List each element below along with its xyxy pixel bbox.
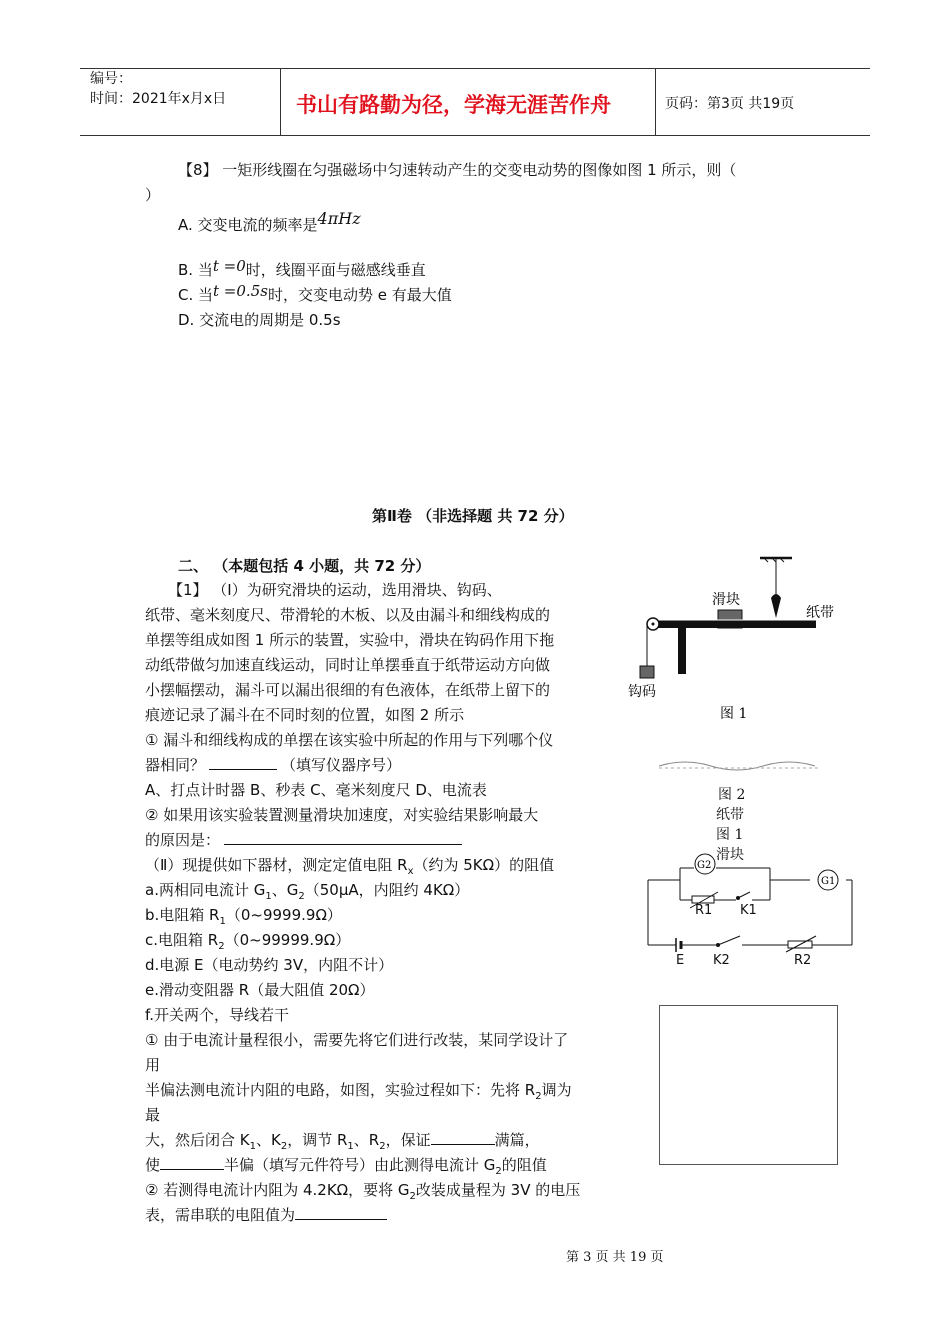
tape-label: 纸带	[806, 605, 834, 621]
hook-weight	[640, 666, 654, 678]
answer-box[interactable]	[659, 1005, 838, 1165]
q8-option-c-pre: C. 当	[178, 286, 214, 304]
q1-item-c-text: c.电阻箱 R	[145, 931, 219, 949]
q1-step1-line5-f: 满篇，	[494, 1131, 540, 1149]
part2-section: 二、 （本题包括 4 小题，共 72 分）	[178, 557, 431, 575]
fig2-caption: 图 2	[718, 787, 746, 803]
q8-option-c-formula: t =0.5s	[213, 282, 268, 300]
q8-stem-end: ）	[145, 186, 161, 204]
q1-item-c-sub: 2	[218, 941, 225, 952]
q1-item-e: e.滑动变阻器 R（最大阻值 20Ω）	[145, 981, 375, 999]
q1-blank-fullscale[interactable]	[431, 1129, 495, 1145]
q1-item-f: f.开关两个，导线若干	[145, 1006, 289, 1024]
q1-step1-line5-e: ，保证	[385, 1131, 431, 1149]
header-top-rule	[80, 68, 870, 69]
q1-item-c-post: （0~99999.9Ω）	[224, 931, 351, 949]
q1-step1-line5-c: ，调节 R	[287, 1131, 348, 1149]
q8-option-b	[178, 258, 426, 283]
q1-blank-instrument[interactable]	[209, 754, 277, 770]
header-page: 页码：第3页 共19页	[665, 96, 795, 112]
header-number: 编号：	[90, 71, 132, 87]
q1-item-b-post: （0~9999.9Ω）	[225, 906, 342, 924]
q1-step1-line5	[145, 1128, 540, 1153]
q1-step2-line2	[145, 1203, 387, 1228]
q1-step1-line5-s3: 1	[347, 1141, 354, 1152]
q1-line4: 动纸带做匀加速直线运动，同时让单摆垂直于纸带运动方向做	[145, 656, 551, 674]
q1-part2-intro-post: （约为 5KΩ）的阻值	[413, 856, 555, 874]
q1-line2: 纸带、毫米刻度尺、带滑轮的木板、以及由漏斗和细线构成的	[145, 606, 551, 624]
page-footer: 第 3 页 共 19 页	[566, 1250, 664, 1265]
funnel	[771, 594, 781, 618]
q1-step1-line5-s1: 1	[249, 1141, 256, 1152]
q1-item-a-mid: 、G	[271, 881, 299, 899]
q1-item-a-sub2: 2	[298, 891, 305, 902]
fig2-fig1-label: 图 1	[716, 827, 744, 843]
q8-option-b-formula: t =0	[212, 257, 246, 275]
q1-step2-line1-post: 改装成量程为 3V 的电压	[415, 1181, 581, 1199]
q1-line1: 【1】 （Ⅰ）为研究滑块的运动，选用滑块、钩码、	[168, 581, 502, 599]
q1-line11-text: 的原因是：	[145, 831, 221, 849]
q1-item-d: d.电源 E（电动势约 3V，内阻不计）	[145, 956, 394, 974]
q1-step1-line4: 最	[145, 1106, 161, 1124]
q1-item-a-text: a.两相同电流计 G	[145, 881, 266, 899]
q1-line10: ② 如果用该实验装置测量滑块加速度，对实验结果影响最大	[145, 806, 539, 824]
r2-label: R2	[794, 953, 812, 968]
q1-part2-intro	[145, 853, 554, 878]
r1-label: R1	[695, 903, 713, 918]
q1-line6: 痕迹记录了漏斗在不同时刻的位置，如图 2 所示	[145, 706, 465, 724]
q1-step1-line5-d: 、R	[353, 1131, 380, 1149]
q1-step1-line6-sub: 2	[495, 1166, 502, 1177]
q1-step1-line3-post: 调为	[541, 1081, 572, 1099]
q1-step2-line2-text: 表，需串联的电阻值为	[145, 1206, 296, 1224]
q1-part2-intro-sub: x	[407, 866, 414, 877]
header-divider-right	[655, 68, 656, 136]
fig1-caption: 图 1	[720, 706, 748, 722]
header-time: 时间：2021年x月x日	[90, 91, 227, 107]
q1-blank-halfscale[interactable]	[160, 1154, 224, 1170]
e-label: E	[676, 953, 685, 968]
q1-step1-line3	[145, 1078, 572, 1103]
q1-choices: A、打点计时器 B、秒表 C、毫米刻度尺 D、电流表	[145, 781, 487, 799]
tape-trace-figure	[655, 752, 825, 782]
apparatus-figure	[620, 548, 850, 728]
q1-step1-line5-a: 大，然后闭合 K	[145, 1131, 250, 1149]
weight-label: 钩码	[628, 684, 656, 700]
fig2-tape-label: 纸带	[716, 807, 744, 823]
q1-step1-line1: ① 由于电流计量程很小，需要先将它们进行改装，某同学设计了	[145, 1031, 569, 1049]
q1-line7: ① 漏斗和细线构成的单摆在该实验中所起的作用与下列哪个仪	[145, 731, 554, 749]
q8-option-a	[178, 209, 361, 238]
q1-step1-line6	[145, 1153, 547, 1178]
q1-line8-hint: （填写仪器序号）	[281, 756, 402, 774]
header-bottom-rule	[80, 135, 870, 136]
slider-label: 滑块	[712, 592, 740, 608]
q1-line3: 单摆等组成如图 1 所示的装置，实验中，滑块在钩码作用下拖	[145, 631, 555, 649]
q1-part2-intro-text: （Ⅱ）现提供如下器材，测定定值电阻 R	[145, 856, 408, 874]
g2-label: G2	[697, 860, 712, 871]
q1-item-b-sub: 1	[219, 916, 226, 927]
q1-blank-resistance[interactable]	[295, 1204, 387, 1220]
header-motto: 书山有路勤为径，学海无涯苦作舟	[296, 92, 611, 117]
q1-item-b-text: b.电阻箱 R	[145, 906, 220, 924]
k2-label: K2	[713, 953, 730, 968]
q1-item-c	[145, 928, 350, 953]
g1-label: G1	[821, 876, 836, 887]
q1-step1-line2: 用	[145, 1056, 161, 1074]
board-leg	[678, 628, 686, 674]
fig2-slider-label: 滑块	[716, 847, 744, 863]
q8-option-b-pre: B. 当	[178, 261, 213, 279]
header-divider-left	[280, 68, 281, 136]
part2-title: 第Ⅱ卷 （非选择题 共 72 分）	[372, 507, 574, 525]
board	[656, 620, 816, 628]
q1-step1-line3-sub: 2	[535, 1091, 542, 1102]
q1-step2-line1	[145, 1178, 580, 1203]
q1-step1-line6-a: 使	[145, 1156, 161, 1174]
q1-blank-reason[interactable]	[224, 829, 462, 845]
q1-step1-line5-s2: 2	[280, 1141, 288, 1152]
q1-item-a-post: （50μA，内阻约 4KΩ）	[304, 881, 470, 899]
q1-item-a	[145, 878, 469, 903]
q8-option-c	[178, 283, 452, 308]
trace-wave	[659, 762, 815, 770]
q8-option-d: D. 交流电的周期是 0.5s	[178, 311, 341, 329]
switch-k2	[718, 936, 740, 945]
q8-option-a-formula: 4πHz	[317, 209, 361, 228]
q8-option-a-text: A. 交变电流的频率是	[178, 216, 318, 234]
q1-step1-line6-b: 半偏（填写元件符号）由此测得电流计 G	[224, 1156, 496, 1174]
q1-item-a-sub1: 1	[265, 891, 272, 902]
q1-step1-line5-b: 、K	[255, 1131, 281, 1149]
k1-label: K1	[740, 903, 757, 918]
q1-step1-line5-s4: 2	[379, 1141, 386, 1152]
q1-item-b	[145, 903, 342, 928]
q1-line8	[145, 753, 401, 778]
q8-option-c-post: 时，交变电动势 e 有最大值	[267, 286, 452, 304]
q8-option-b-post: 时，线圈平面与磁感线垂直	[245, 261, 426, 279]
q1-step2-line1-sub: 2	[409, 1191, 416, 1202]
q1-step2-line1-text: ② 若测得电流计内阻为 4.2KΩ，要将 G	[145, 1181, 410, 1199]
q1-line8-text: 器相同？	[145, 756, 206, 774]
q1-step1-line3-text: 半偏法测电流计内阻的电路，如图，实验过程如下：先将 R	[145, 1081, 536, 1099]
q1-line5: 小摆幅摆动，漏斗可以漏出很细的有色液体，在纸带上留下的	[145, 681, 551, 699]
switch-k1	[738, 892, 750, 898]
q8-stem: 【8】 一矩形线圈在匀强磁场中匀速转动产生的交变电动势的图像如图 1 所示，则（	[178, 161, 737, 179]
resistor-r1	[692, 896, 714, 903]
q1-step1-line6-c: 的阻值	[501, 1156, 547, 1174]
q1-line11	[145, 828, 462, 853]
